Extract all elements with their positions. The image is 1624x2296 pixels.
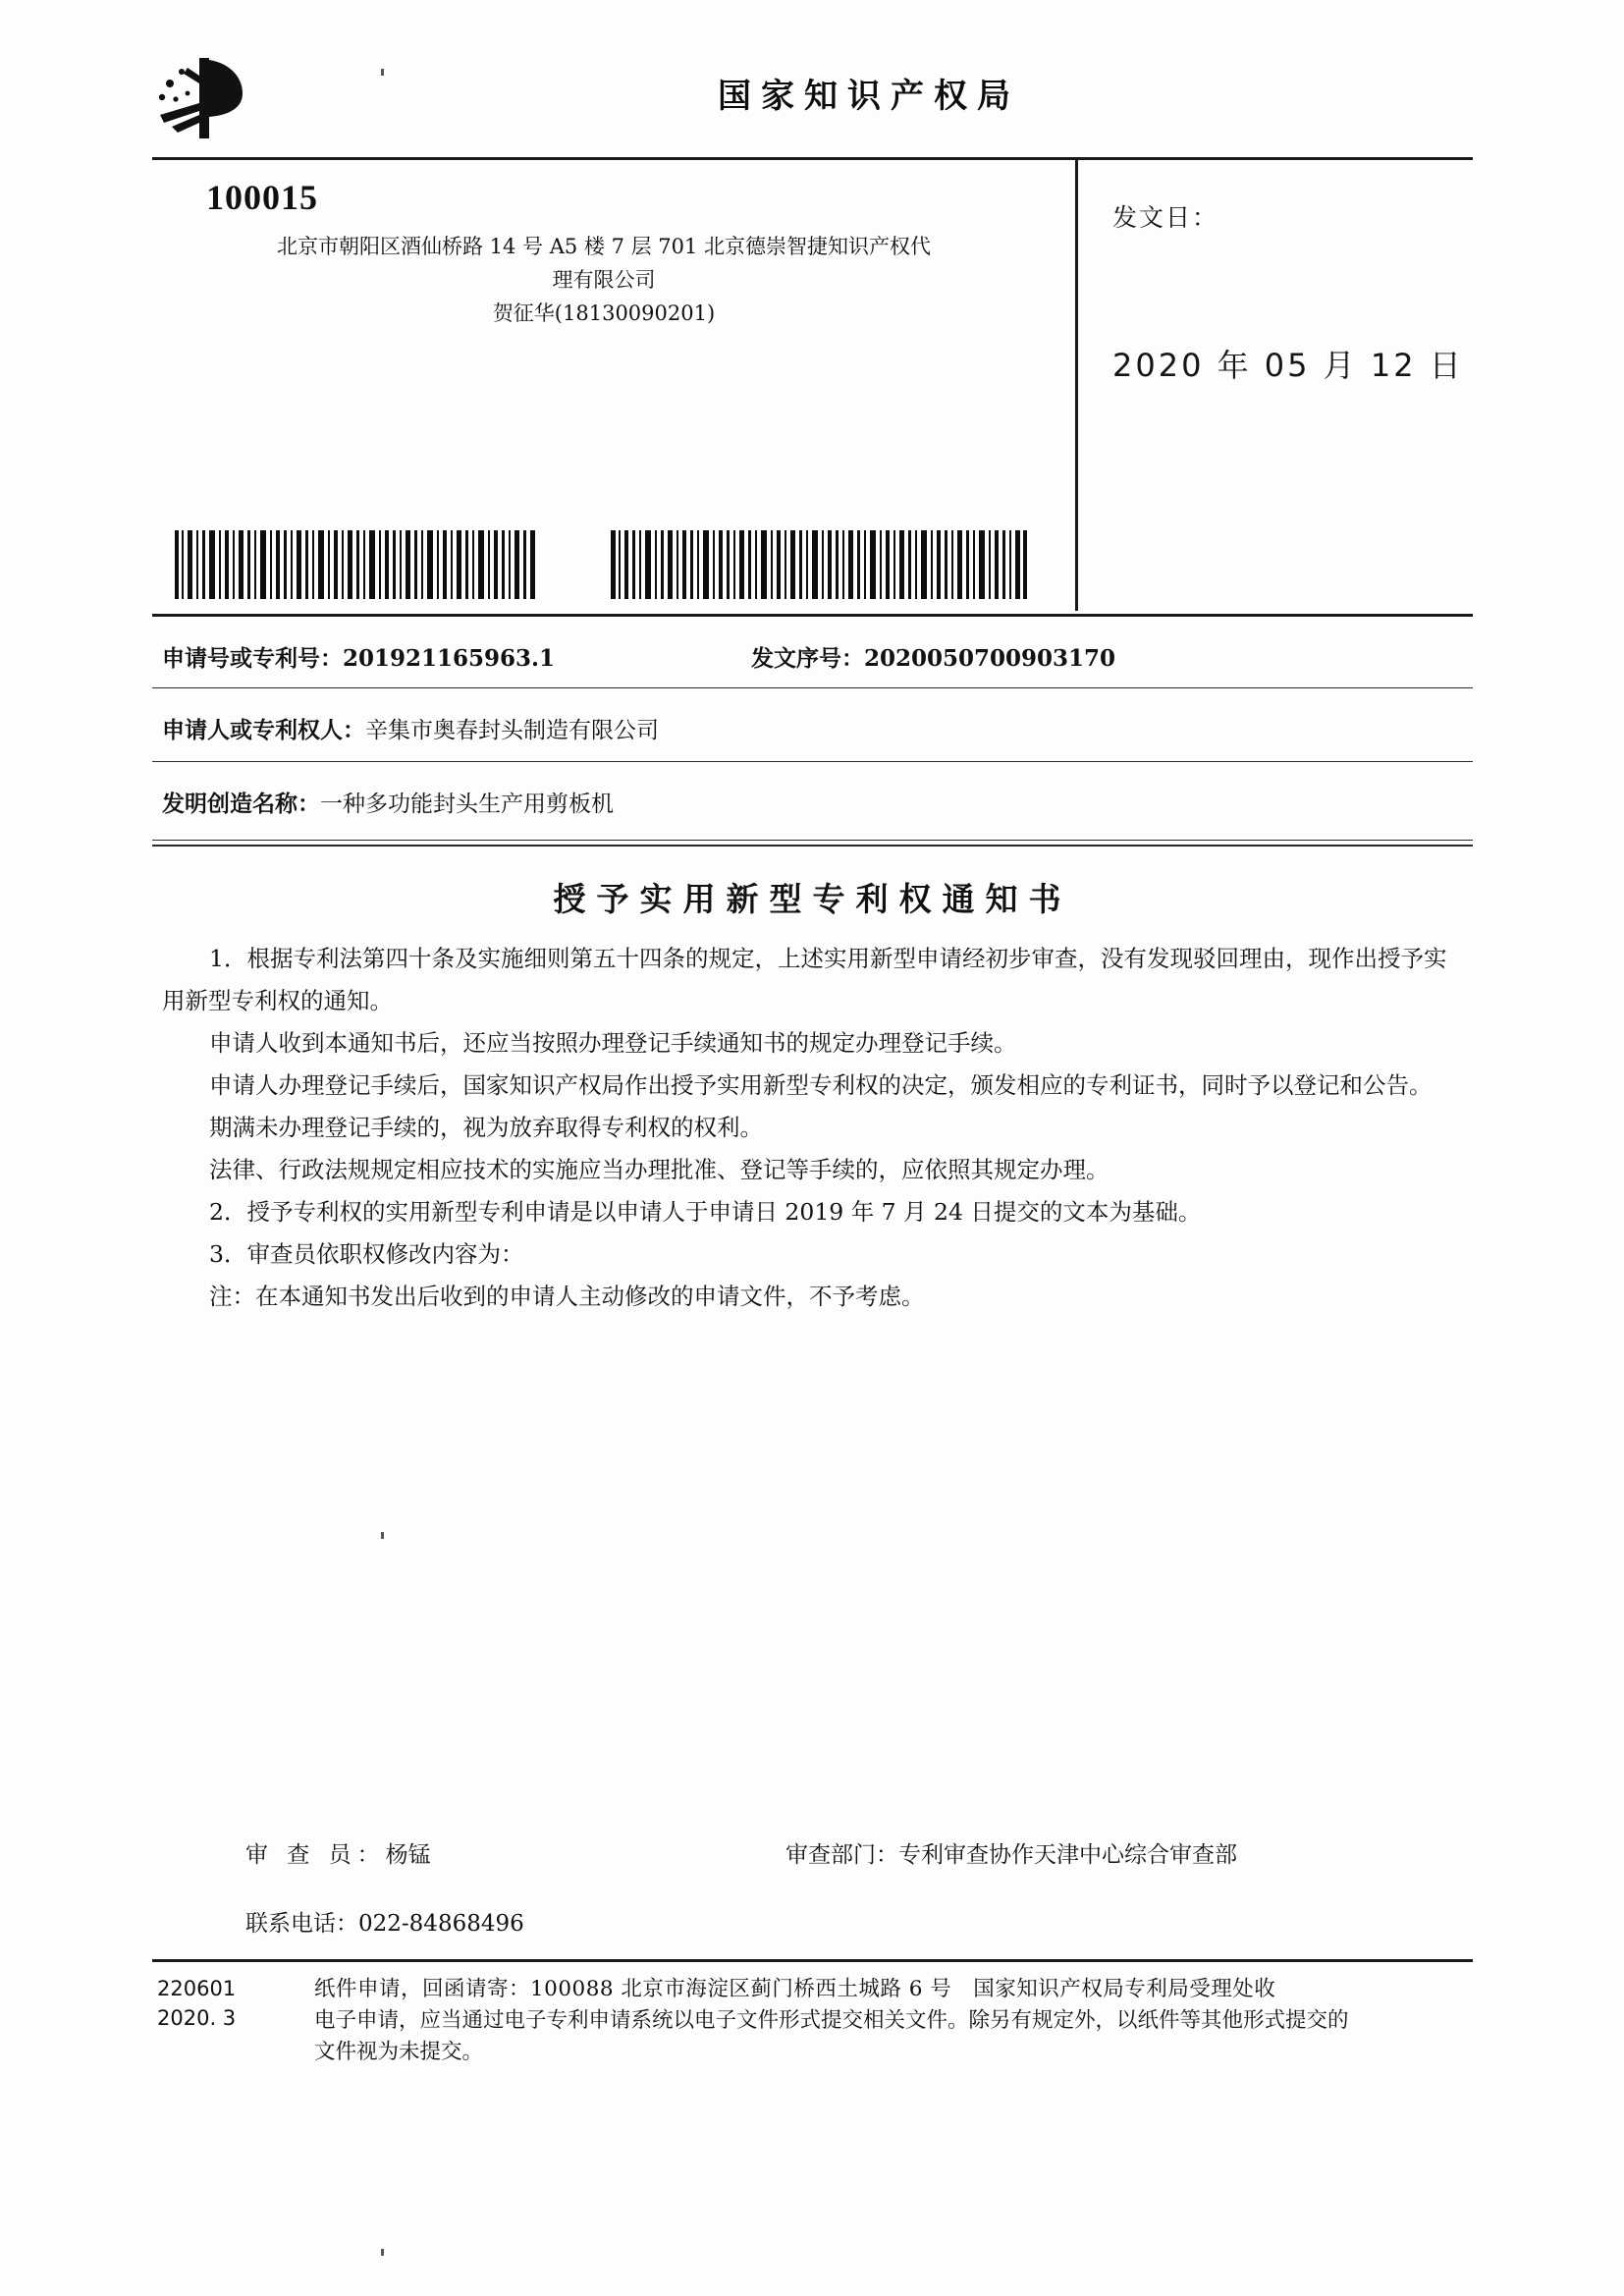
phone-label: 联系电话：	[245, 1911, 358, 1937]
recipient-zipcode: 100015	[206, 178, 318, 217]
footer-divider	[152, 1959, 1473, 1962]
body-paragraph-6: 2．授予专利权的实用新型专利申请是以申请人于申请日 2019 年 7 月 24 日提交的文本为基础。	[209, 1198, 1202, 1226]
footer-form-code	[157, 1974, 236, 2033]
scan-speck	[381, 69, 384, 76]
invention-row	[162, 786, 1468, 818]
application-number-row	[162, 640, 1468, 673]
barcode-right	[611, 530, 1028, 599]
dispatch-date-value: 2020 年 05 月 12 日	[1112, 347, 1464, 384]
row-divider-2	[152, 761, 1473, 762]
row-divider-4	[152, 845, 1473, 847]
applicant-row	[162, 712, 1468, 744]
page-title: 授予实用新型专利权通知书	[553, 880, 1072, 918]
application-no-value: 201921165963.1	[343, 645, 556, 672]
examiner-name: 杨锰	[385, 1842, 431, 1868]
body-paragraph-8: 注：在本通知书发出后收到的申请人主动修改的申请文件，不予考虑。	[209, 1283, 925, 1310]
department-label: 审查部门：	[785, 1842, 898, 1868]
dispatch-no-label: 发文序号：	[751, 645, 864, 672]
form-code: 220601	[157, 1977, 237, 2000]
phone-value: 022-84868496	[358, 1911, 524, 1937]
footer-line-2: 电子申请，应当通过电子专利申请系统以电子文件形式提交相关文件。除另有规定外，以纸件等其他形式提交的	[314, 2008, 1349, 2033]
department-row	[785, 1836, 1237, 1869]
footer-notes	[314, 1974, 1473, 2068]
body-paragraph-3: 申请人办理登记手续后，国家知识产权局作出授予实用新型专利权的决定，颁发相应的专利证书，同时予以登记和公告。	[209, 1071, 1433, 1099]
department-value: 专利审查协作天津中心综合审查部	[898, 1842, 1237, 1868]
dispatch-no-value: 2020050700903170	[864, 645, 1116, 672]
recipient-address-line2: 理有限公司	[552, 268, 656, 292]
dispatch-date-box	[1075, 159, 1476, 611]
invention-value: 一种多功能封头生产用剪板机	[320, 792, 614, 817]
scan-speck	[381, 2249, 384, 2256]
body-paragraph-2: 申请人收到本通知书后，还应当按照办理登记手续通知书的规定办理登记手续。	[209, 1029, 1017, 1057]
dispatch-date-label: 发文日：	[1112, 203, 1219, 232]
document-header	[152, 54, 1473, 147]
examiner-label: 审 查 员：	[245, 1842, 386, 1868]
application-no-label: 申请号或专利号：	[162, 645, 343, 672]
barcode-divider	[152, 614, 1473, 617]
scan-speck	[381, 1532, 384, 1539]
invention-label: 发明创造名称：	[162, 791, 320, 817]
recipient-attention: 贺征华(18130090201)	[492, 301, 716, 325]
sipo-emblem-icon	[152, 54, 270, 147]
recipient-address-line1: 北京市朝阳区酒仙桥路 14 号 A5 楼 7 层 701 北京德崇智捷知识产权代	[276, 235, 932, 258]
examiner-row	[245, 1836, 431, 1869]
body-paragraph-4: 期满未办理登记手续的，视为放弃取得专利权的权利。	[209, 1114, 763, 1141]
document-body	[162, 938, 1468, 1318]
row-divider-3	[152, 840, 1473, 841]
row-divider-1	[152, 687, 1473, 688]
office-name: 国家知识产权局	[718, 77, 1020, 116]
form-date: 2020. 3	[157, 2006, 237, 2030]
footer-line-3: 文件视为未提交。	[314, 2040, 484, 2064]
body-paragraph-5: 法律、行政法规规定相应技术的实施应当办理批准、登记等手续的，应依照其规定办理。	[209, 1156, 1110, 1183]
body-paragraph-7: 3．审查员依职权修改内容为：	[209, 1240, 524, 1268]
recipient-block	[162, 177, 1065, 330]
applicant-label: 申请人或专利权人：	[162, 717, 365, 743]
footer-line-1: 纸件申请，回函请寄：100088 北京市海淀区蓟门桥西土城路 6 号 国家知识产权局专利局受理处收	[314, 1977, 1276, 2001]
applicant-value: 辛集市奥春封头制造有限公司	[365, 718, 659, 743]
phone-row	[245, 1905, 524, 1938]
barcode-left	[175, 530, 538, 599]
body-paragraph-1: 1．根据专利法第四十条及实施细则第五十四条的规定，上述实用新型申请经初步审查，没有发现驳回理由，现作出授予实用新型专利权的通知。	[162, 945, 1447, 1014]
